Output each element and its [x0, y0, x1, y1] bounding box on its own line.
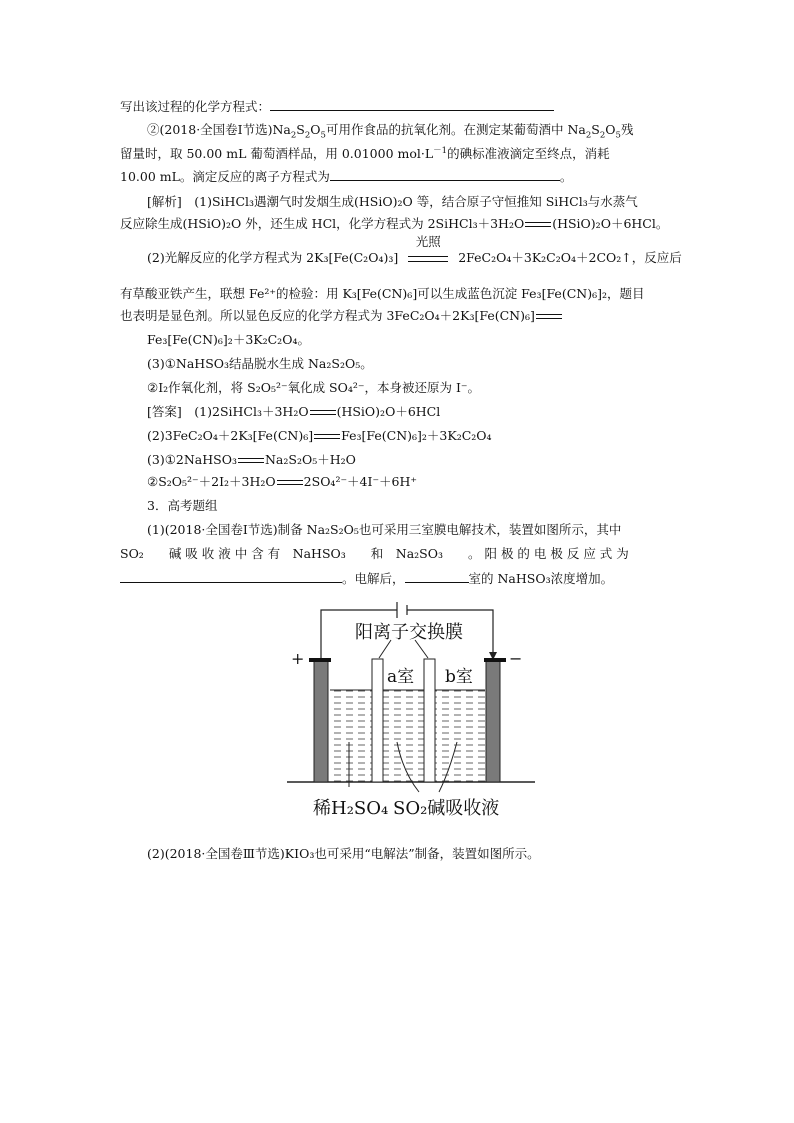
text-line: 反应除生成(HSiO)₂O 外，还生成 HCl，化学方程式为 2SiHCl₃＋3H₂O (HSiO)₂O＋6HCl。: [120, 216, 669, 231]
equals-sign: [525, 222, 551, 227]
electrolyte-liquid: [330, 690, 485, 782]
electrolysis-diagram: [273, 592, 549, 832]
electrolysis-cell-svg: [273, 592, 549, 832]
text-line: Fe₃[Fe(CN)₆]₂＋3K₂C₂O₄。: [147, 332, 310, 347]
section-heading: 3．高考题组: [147, 498, 218, 513]
equals-sign: [238, 458, 264, 463]
text-line: (1)(2018·全国卷Ⅰ节选)制备 Na₂S₂O₅也可采用三室膜电解技术，装置如图所示，其中: [147, 522, 622, 537]
anode-sign: +: [291, 649, 305, 668]
membrane-label: 阳离子交换膜: [355, 622, 463, 643]
analysis-tag: [解析]: [147, 194, 182, 209]
so2-absorbent-label: SO₂碱吸收液: [393, 798, 500, 819]
cathode-plate: [486, 660, 500, 782]
answer-tag: [答案]: [147, 404, 182, 419]
cathode-sign: −: [509, 649, 523, 668]
text-line: (2)光解反应的化学方程式为 2K₃[Fe(C₂O₄)₃] 光照 2FeC₂O₄＋3K₂C₂O₄＋2CO₂↑，反应后: [147, 248, 682, 268]
cation-membrane-left: [372, 659, 383, 782]
reaction-condition: 光照: [402, 248, 454, 268]
text-line: ②(2018·全国卷Ⅰ节选)$Na_2S_2O_5$可用作食品的抗氧化剂。在测定某葡萄酒中 $Na_2S_2O_5$残: [147, 122, 634, 141]
anode-plate: [314, 660, 328, 782]
text-line: (2)(2018·全国卷Ⅲ节选)KIO₃也可采用“电解法”制备，装置如图所示。: [147, 846, 540, 861]
text-line: 写出该过程的化学方程式：: [120, 96, 554, 117]
text-line: (3)①2NaHSO₃ Na₂S₂O₅＋H₂O: [147, 452, 356, 467]
text-line: 留量时，取 50.00 mL 葡萄酒样品，用 0.01000 $mol\cdot L^{-1}$的碘标准液滴定至终点，消耗: [120, 145, 610, 161]
text-line: [解析] (1)SiHCl₃遇潮气时发烟生成(HSiO)₂O 等，结合原子守恒推知 SiHCl₃与水蒸气: [147, 194, 638, 209]
text-line: ②I₂作氧化剂，将 S₂O₅²⁻氧化成 SO₄²⁻，本身被还原为 I⁻。: [147, 380, 480, 395]
text-line: ②S₂O₅²⁻＋2I₂＋3H₂O 2SO₄²⁻＋4I⁻＋6H⁺: [147, 474, 417, 489]
equals-sign: [310, 410, 336, 415]
answer-blank[interactable]: [330, 166, 560, 181]
cation-membrane-right: [424, 659, 435, 782]
text-line: [答案] (1)2SiHCl₃＋3H₂O (HSiO)₂O＋6HCl: [147, 404, 441, 419]
equals-sign: [277, 480, 303, 485]
text-line: (3)①NaHSO₃结晶脱水生成 Na₂S₂O₅。: [147, 356, 373, 371]
equals-sign: [536, 314, 562, 319]
text-line: SO₂ 碱 吸 收 液 中 含 有 NaHSO₃ 和 Na₂SO₃ 。 阳 极 的 电 极 反 应 式 为: [120, 546, 629, 561]
text-line: 。电解后， 室的 NaHSO₃浓度增加。: [120, 568, 613, 589]
text-line: (2)3FeC₂O₄＋2K₃[Fe(CN)₆] Fe₃[Fe(CN)₆]₂＋3K₂C₂O₄: [147, 428, 492, 443]
room-a-label: a室: [387, 667, 415, 687]
answer-blank[interactable]: [270, 96, 554, 111]
equals-sign: [314, 434, 340, 439]
text-line: 10.00 mL。滴定反应的离子方程式为 。: [120, 166, 572, 187]
text-line: 有草酸亚铁产生，联想 Fe²⁺的检验：用 K₃[Fe(CN)₆]可以生成蓝色沉淀 Fe₃[Fe(CN)₆]₂，题目: [120, 286, 645, 301]
room-b-label: b室: [445, 667, 473, 687]
dilute-sulfuric-acid-label: 稀H₂SO₄: [313, 798, 389, 819]
answer-blank[interactable]: [405, 568, 469, 583]
text-line: 也表明是显色剂。所以显色反应的化学方程式为 3FeC₂O₄＋2K₃[Fe(CN)₆]: [120, 306, 563, 326]
answer-blank[interactable]: [120, 568, 342, 583]
